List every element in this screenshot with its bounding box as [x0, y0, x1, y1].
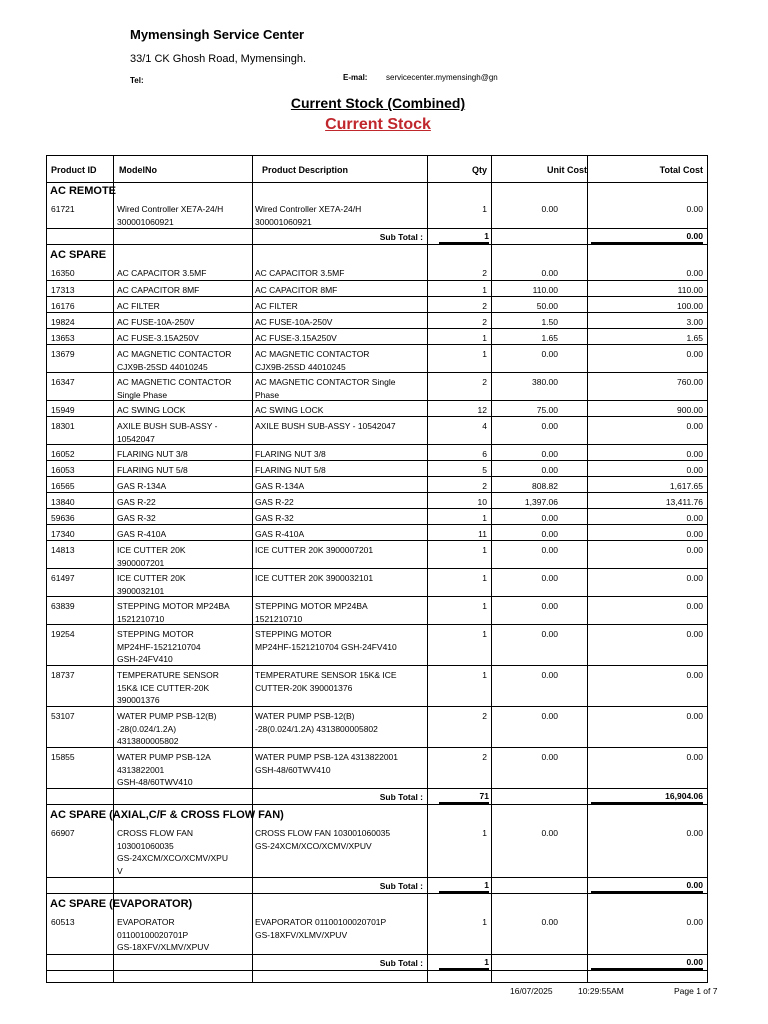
- qty-value: 4: [482, 421, 487, 431]
- qty-value: 2: [482, 711, 487, 721]
- qty-value: 1: [482, 349, 487, 359]
- model-number: GAS R-22: [117, 497, 156, 507]
- qty-value: 1: [482, 333, 487, 343]
- header-model: ModelNo: [119, 165, 157, 175]
- table-row: [47, 508, 707, 525]
- table-row: [47, 264, 707, 280]
- qty-value: 1: [482, 573, 487, 583]
- product-description: TEMPERATURE SENSOR 15K& ICE CUTTER-20K 390001376: [255, 670, 397, 693]
- qty-value: 2: [482, 481, 487, 491]
- product-description: AC MAGNETIC CONTACTOR Single Phase: [255, 377, 396, 400]
- qty-value: 2: [482, 268, 487, 278]
- header-qty: Qty: [471, 165, 487, 175]
- product-id: 18301: [51, 421, 75, 431]
- subtotal-qty: 1: [439, 957, 489, 970]
- qty-value: 5: [482, 465, 487, 475]
- product-id: 15855: [51, 752, 75, 762]
- product-id: 59636: [51, 513, 75, 523]
- product-description: WATER PUMP PSB-12(B) -28(0.024/1.2A) 4313800005802: [255, 711, 378, 734]
- product-id: 61497: [51, 573, 75, 583]
- table-row: [47, 706, 707, 748]
- table-header: [47, 156, 707, 183]
- table-row: [47, 492, 707, 509]
- model-number: GAS R-410A: [117, 529, 167, 539]
- product-id: 19254: [51, 629, 75, 639]
- total-cost-value: 3.00: [686, 317, 703, 327]
- unit-cost-value: 0.00: [541, 828, 558, 838]
- unit-cost-value: 0.00: [541, 421, 558, 431]
- total-cost-value: 760.00: [677, 377, 703, 387]
- unit-cost-value: 1.50: [541, 317, 558, 327]
- total-cost-value: 0.00: [686, 601, 703, 611]
- model-number: GAS R-134A: [117, 481, 167, 491]
- product-description: ICE CUTTER 20K 3900032101: [255, 573, 374, 583]
- total-cost-value: 0.00: [686, 711, 703, 721]
- total-cost-value: 1,617.65: [669, 481, 703, 491]
- table-row: [47, 824, 707, 877]
- product-id: 13679: [51, 349, 75, 359]
- total-cost-value: 0.00: [686, 573, 703, 583]
- header-description: Product Description: [262, 165, 349, 175]
- model-number: AC FUSE-3.15A250V: [117, 333, 199, 343]
- model-number: WATER PUMP PSB-12(B) -28(0.024/1.2A) 4313800005802: [117, 711, 217, 746]
- unit-cost-value: 0.00: [541, 545, 558, 555]
- product-id: 53107: [51, 711, 75, 721]
- unit-cost-value: 0.00: [541, 449, 558, 459]
- model-number: AC MAGNETIC CONTACTOR Single Phase: [117, 377, 232, 400]
- table-row: [47, 568, 707, 597]
- company-address: 33/1 CK Ghosh Road, Mymensingh.: [130, 53, 307, 65]
- product-description: AC FILTER: [255, 301, 298, 311]
- unit-cost-value: 0.00: [541, 268, 558, 278]
- table-row: [47, 476, 707, 493]
- product-id: 16347: [51, 377, 75, 387]
- qty-value: 1: [482, 285, 487, 295]
- unit-cost-value: 808.82: [532, 481, 558, 491]
- subtotal-label: Sub Total :: [379, 232, 423, 242]
- model-number: EVAPORATOR 01100100020701P GS-18XFV/XLMV/XPUV: [117, 917, 210, 952]
- model-number: AC SWING LOCK: [117, 405, 186, 415]
- unit-cost-value: 0.00: [541, 752, 558, 762]
- print-time: 10:29:55AM: [578, 986, 624, 996]
- table-row: [47, 296, 707, 313]
- qty-value: 1: [482, 629, 487, 639]
- product-description: AC CAPACITOR 3.5MF: [255, 268, 345, 278]
- product-description: EVAPORATOR 01100100020701P GS-18XFV/XLMV/XPUV: [255, 917, 387, 940]
- table-row: [47, 596, 707, 625]
- unit-cost-value: 0.00: [541, 917, 558, 927]
- unit-cost-value: 0.00: [541, 513, 558, 523]
- product-description: GAS R-22: [255, 497, 294, 507]
- qty-value: 2: [482, 317, 487, 327]
- unit-cost-value: 0.00: [541, 529, 558, 539]
- subtotal-label: Sub Total :: [379, 881, 423, 891]
- report-subtitle: Current Stock: [325, 116, 431, 133]
- subtotal-total: 0.00: [591, 880, 703, 893]
- product-id: 61721: [51, 204, 75, 214]
- product-description: STEPPING MOTOR MP24BA 1521210710: [255, 601, 368, 624]
- unit-cost-value: 110.00: [532, 285, 558, 295]
- table-row: [47, 280, 707, 297]
- subtotal-row: [47, 228, 707, 245]
- table-row: [47, 665, 707, 707]
- total-cost-value: 100.00: [677, 301, 703, 311]
- total-cost-value: 0.00: [686, 449, 703, 459]
- table-row: [47, 328, 707, 345]
- qty-value: 1: [482, 601, 487, 611]
- product-id: 63839: [51, 601, 75, 611]
- product-id: 13840: [51, 497, 75, 507]
- product-description: GAS R-32: [255, 513, 294, 523]
- model-number: CROSS FLOW FAN 103001060035 GS-24XCM/XCO/XCMV/XPU V: [117, 828, 228, 876]
- table-row: [47, 444, 707, 461]
- total-cost-value: 0.00: [686, 752, 703, 762]
- table-row: [47, 200, 707, 228]
- product-id: 19824: [51, 317, 75, 327]
- model-number: AC CAPACITOR 3.5MF: [117, 268, 207, 278]
- product-id: 14813: [51, 545, 75, 555]
- product-id: 16176: [51, 301, 75, 311]
- unit-cost-value: 0.00: [541, 573, 558, 583]
- product-id: 17340: [51, 529, 75, 539]
- subtotal-row: [47, 954, 707, 971]
- print-date: 16/07/2025: [510, 986, 553, 996]
- subtotal-label: Sub Total :: [379, 792, 423, 802]
- model-number: AC MAGNETIC CONTACTOR CJX9B-25SD 44010245: [117, 349, 232, 372]
- table-row: [47, 344, 707, 373]
- subtotal-row: [47, 877, 707, 894]
- unit-cost-value: 50.00: [536, 301, 558, 311]
- header-product-id: Product ID: [51, 165, 97, 175]
- qty-value: 1: [482, 828, 487, 838]
- category-heading: AC SPARE (EVAPORATOR): [50, 898, 193, 910]
- stock-table: [46, 155, 708, 983]
- product-description: AC SWING LOCK: [255, 405, 324, 415]
- subtotal-label: Sub Total :: [379, 958, 423, 968]
- unit-cost-value: 0.00: [541, 465, 558, 475]
- product-description: GAS R-134A: [255, 481, 305, 491]
- product-id: 16350: [51, 268, 75, 278]
- product-description: STEPPING MOTOR MP24HF-1521210704 GSH-24FV410: [255, 629, 397, 652]
- section-divider: [47, 804, 707, 805]
- company-name: Mymensingh Service Center: [130, 27, 305, 42]
- model-number: AC FUSE-10A-250V: [117, 317, 195, 327]
- model-number: AXILE BUSH SUB-ASSY - 10542047: [117, 421, 218, 444]
- model-number: AC CAPACITOR 8MF: [117, 285, 200, 295]
- table-row: [47, 913, 707, 954]
- product-id: 15949: [51, 405, 75, 415]
- product-description: CROSS FLOW FAN 103001060035 GS-24XCM/XCO/XCMV/XPUV: [255, 828, 391, 851]
- section-divider: [47, 893, 707, 894]
- model-number: ICE CUTTER 20K 3900007201: [117, 545, 186, 568]
- subtotal-qty: 1: [439, 880, 489, 893]
- table-row: [47, 747, 707, 789]
- qty-value: 1: [482, 204, 487, 214]
- model-number: WATER PUMP PSB-12A 4313822001 GSH-48/60TWV410: [117, 752, 211, 787]
- product-id: 17313: [51, 285, 75, 295]
- model-number: STEPPING MOTOR MP24HF-1521210704 GSH-24FV410: [117, 629, 201, 664]
- total-cost-value: 0.00: [686, 917, 703, 927]
- unit-cost-value: 380.00: [532, 377, 558, 387]
- qty-value: 10: [477, 497, 487, 507]
- qty-value: 2: [482, 752, 487, 762]
- total-cost-value: 0.00: [686, 204, 703, 214]
- product-description: AXILE BUSH SUB-ASSY - 10542047: [255, 421, 396, 431]
- subtotal-row: [47, 788, 707, 805]
- email-label: E-mal:: [343, 73, 368, 82]
- unit-cost-value: 0.00: [541, 670, 558, 680]
- table-row: [47, 416, 707, 445]
- unit-cost-value: 0.00: [541, 204, 558, 214]
- category-heading: AC SPARE (AXIAL,C/F & CROSS FLOW FAN): [50, 809, 284, 821]
- product-description: ICE CUTTER 20K 3900007201: [255, 545, 374, 555]
- qty-value: 6: [482, 449, 487, 459]
- product-description: FLARING NUT 5/8: [255, 465, 326, 475]
- model-number: ICE CUTTER 20K 3900032101: [117, 573, 186, 596]
- unit-cost-value: 0.00: [541, 629, 558, 639]
- product-description: AC FUSE-3.15A250V: [255, 333, 337, 343]
- product-description: WATER PUMP PSB-12A 4313822001 GSH-48/60TWV410: [255, 752, 399, 775]
- product-description: FLARING NUT 3/8: [255, 449, 326, 459]
- tel-label: Tel:: [130, 76, 144, 85]
- total-cost-value: 0.00: [686, 513, 703, 523]
- email-value: servicecenter.mymensingh@gn: [386, 73, 498, 82]
- table-row: [47, 400, 707, 417]
- table-row: [47, 524, 707, 541]
- product-description: GAS R-410A: [255, 529, 305, 539]
- qty-value: 1: [482, 670, 487, 680]
- model-number: AC FILTER: [117, 301, 160, 311]
- total-cost-value: 110.00: [677, 285, 703, 295]
- unit-cost-value: 0.00: [541, 601, 558, 611]
- unit-cost-value: 1.65: [541, 333, 558, 343]
- report-title: Current Stock (Combined): [290, 95, 466, 111]
- product-description: AC FUSE-10A-250V: [255, 317, 333, 327]
- total-cost-value: 0.00: [686, 465, 703, 475]
- subtotal-total: 16,904.06: [591, 791, 703, 804]
- total-cost-value: 0.00: [686, 828, 703, 838]
- total-cost-value: 900.00: [677, 405, 703, 415]
- unit-cost-value: 1,397.06: [524, 497, 558, 507]
- category-heading: AC SPARE: [50, 249, 107, 261]
- product-description: AC MAGNETIC CONTACTOR CJX9B-25SD 44010245: [255, 349, 370, 372]
- model-number: GAS R-32: [117, 513, 156, 523]
- subtotal-qty: 1: [439, 231, 489, 244]
- table-row: [47, 624, 707, 666]
- model-number: Wired Controller XE7A-24/H 300001060921: [117, 204, 224, 227]
- product-id: 18737: [51, 670, 75, 680]
- model-number: TEMPERATURE SENSOR 15K& ICE CUTTER-20K 390001376: [117, 670, 219, 705]
- total-cost-value: 0.00: [686, 629, 703, 639]
- subtotal-total: 0.00: [591, 957, 703, 970]
- product-id: 13653: [51, 333, 75, 343]
- unit-cost-value: 75.00: [536, 405, 558, 415]
- unit-cost-value: 0.00: [541, 349, 558, 359]
- qty-value: 12: [477, 405, 487, 415]
- qty-value: 2: [482, 377, 487, 387]
- total-cost-value: 0.00: [686, 545, 703, 555]
- unit-cost-value: 0.00: [541, 711, 558, 721]
- qty-value: 2: [482, 301, 487, 311]
- category-heading: AC REMOTE: [50, 185, 116, 197]
- model-number: STEPPING MOTOR MP24BA 1521210710: [117, 601, 230, 624]
- product-id: 16053: [51, 465, 75, 475]
- product-id: 16052: [51, 449, 75, 459]
- table-row: [47, 312, 707, 329]
- product-description: AC CAPACITOR 8MF: [255, 285, 338, 295]
- total-cost-value: 1.65: [686, 333, 703, 343]
- section-divider: [47, 244, 707, 245]
- total-cost-value: 13,411.76: [665, 497, 703, 507]
- subtotal-qty: 71: [439, 791, 489, 804]
- header-total-cost: Total Cost: [659, 165, 703, 175]
- model-number: FLARING NUT 5/8: [117, 465, 188, 475]
- product-id: 66907: [51, 828, 75, 838]
- qty-value: 1: [482, 917, 487, 927]
- subtotal-total: 0.00: [591, 231, 703, 244]
- header-unit-cost: Unit Cost: [547, 165, 587, 175]
- qty-value: 1: [482, 545, 487, 555]
- section-divider: [47, 970, 707, 971]
- table-row: [47, 460, 707, 477]
- total-cost-value: 0.00: [686, 529, 703, 539]
- total-cost-value: 0.00: [686, 421, 703, 431]
- table-row: [47, 540, 707, 569]
- product-id: 16565: [51, 481, 75, 491]
- table-row: [47, 372, 707, 401]
- total-cost-value: 0.00: [686, 268, 703, 278]
- product-description: Wired Controller XE7A-24/H 300001060921: [255, 204, 362, 227]
- qty-value: 1: [482, 513, 487, 523]
- total-cost-value: 0.00: [686, 349, 703, 359]
- qty-value: 11: [478, 529, 487, 539]
- model-number: FLARING NUT 3/8: [117, 449, 188, 459]
- page-number: Page 1 of 7: [674, 986, 718, 996]
- product-id: 60513: [51, 917, 75, 927]
- total-cost-value: 0.00: [686, 670, 703, 680]
